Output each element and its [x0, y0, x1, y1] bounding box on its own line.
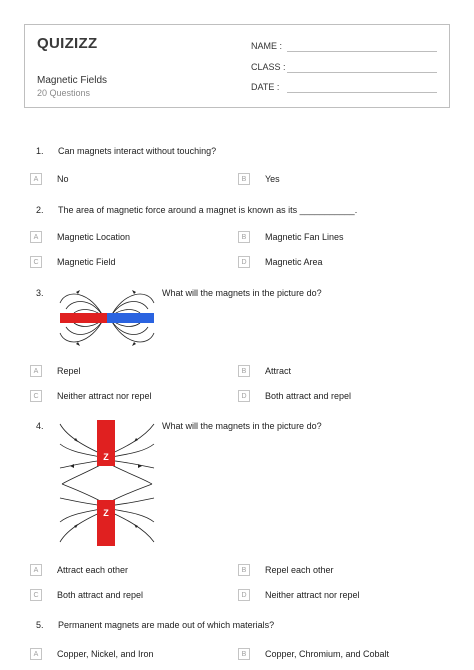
option-text: Neither attract nor repel [57, 391, 152, 401]
option-letter: D [238, 390, 250, 402]
option-letter: C [30, 390, 42, 402]
option-text: Magnetic Field [57, 257, 116, 267]
option-text: Attract [265, 366, 292, 376]
worksheet-title: Magnetic Fields [37, 75, 108, 86]
option-letter: B [238, 648, 250, 660]
name-label: NAME : [251, 41, 283, 51]
option-text: Neither attract nor repel [265, 590, 360, 600]
option-text: Magnetic Location [57, 232, 131, 242]
option-letter: A [30, 173, 42, 185]
option-letter: A [30, 231, 42, 243]
option-letter: A [30, 365, 42, 377]
option-letter: B [238, 173, 250, 185]
question-text: What will the magnets in the picture do? [162, 288, 322, 298]
question-text: The area of magnetic force around a magnet is known as its ___________. [58, 205, 358, 215]
option-text: Both attract and repel [265, 391, 352, 401]
magnet-label: Z [103, 452, 109, 462]
option-letter: B [238, 231, 250, 243]
worksheet-header [24, 24, 450, 108]
option-text: Attract each other [57, 565, 129, 575]
option-letter: A [30, 564, 42, 576]
option-text: Copper, Nickel, and Iron [57, 649, 154, 659]
option-letter: B [238, 564, 250, 576]
option-letter: A [30, 648, 42, 660]
question-number: 1. [36, 146, 44, 156]
option-text: Repel [57, 366, 81, 376]
option-letter: C [30, 589, 42, 601]
class-label: CLASS : [251, 62, 286, 72]
question-text: Permanent magnets are made out of which materials? [58, 620, 275, 630]
option-text: Copper, Chromium, and Cobalt [265, 649, 390, 659]
option-text: Yes [265, 174, 280, 184]
option-text: No [57, 174, 69, 184]
class-field[interactable] [251, 62, 286, 72]
option-letter: B [238, 365, 250, 377]
option-letter: D [238, 589, 250, 601]
question-count: 20 Questions [37, 88, 91, 98]
quizizz-logo: QUIZIZZ [37, 35, 98, 52]
name-field[interactable] [251, 41, 282, 51]
question-text: Can magnets interact without touching? [58, 146, 217, 156]
option-text: Repel each other [265, 565, 334, 575]
question-text: What will the magnets in the picture do? [162, 421, 322, 431]
question-number: 5. [36, 620, 44, 630]
option-text: Magnetic Area [265, 257, 323, 267]
bar-magnet-field-figure [56, 283, 158, 353]
option-text: Both attract and repel [57, 590, 144, 600]
option-letter: D [238, 256, 250, 268]
option-text: Magnetic Fan Lines [265, 232, 344, 242]
option-letter: C [30, 256, 42, 268]
magnet-label: Z [103, 508, 109, 518]
question-number: 4. [36, 421, 44, 431]
question-number: 2. [36, 205, 44, 215]
repelling-magnets-figure [58, 418, 156, 548]
date-field[interactable] [251, 82, 279, 92]
date-label: DATE : [251, 82, 280, 92]
question-number: 3. [36, 288, 44, 298]
